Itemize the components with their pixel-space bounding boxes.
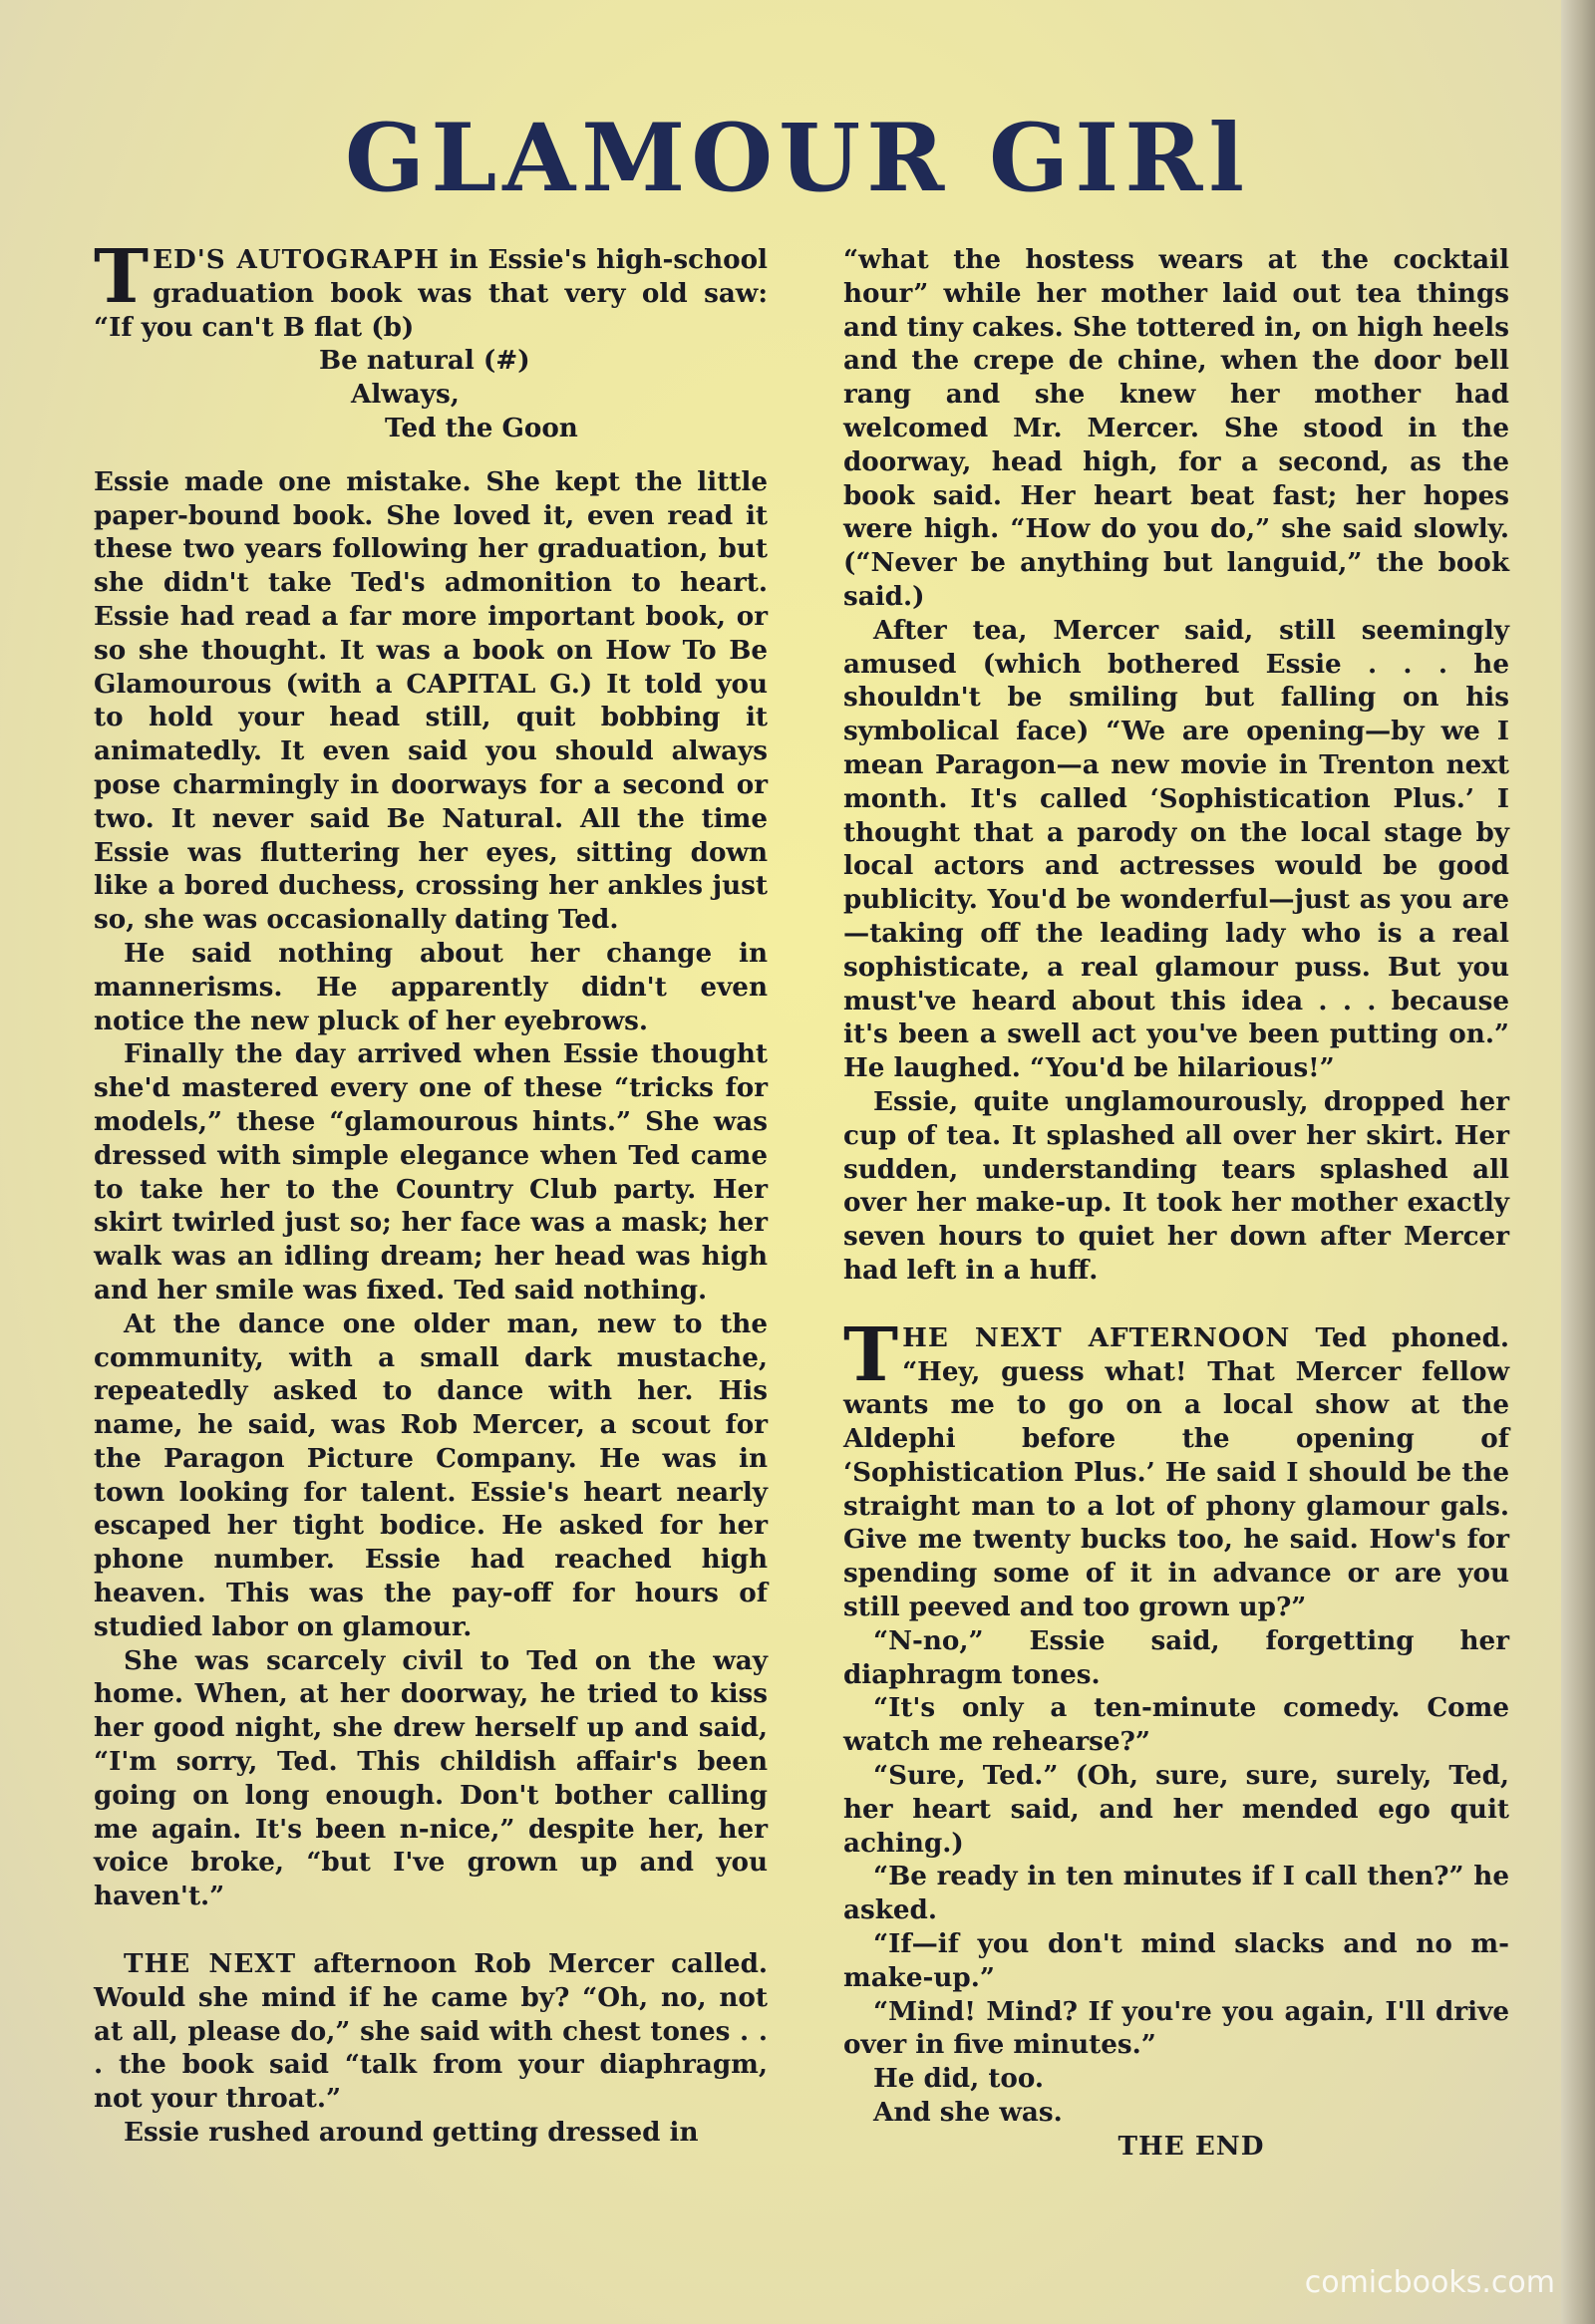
section-paragraph bbox=[843, 1311, 1510, 1624]
section-lead-caps: THE NEXT bbox=[124, 1948, 297, 1980]
verse-line: Ted the Goon bbox=[385, 412, 578, 443]
verse-line: Be natural (#) bbox=[319, 345, 530, 377]
paragraph: She was scarcely civil to Ted on the way home. When, at her doorway, he tried to kiss her good night, she drew herself up and said, “I'm sorry, Ted. This childish affair's been going on long enough. Don't bother calling me again. It's been n-nice,” despite her, her voice broke, “but I've grown up and you haven't.” bbox=[94, 1644, 768, 1912]
opening-paragraph bbox=[94, 234, 768, 344]
site-watermark: comicbooks.com bbox=[1304, 2265, 1555, 2300]
section-paragraph bbox=[94, 1947, 768, 2116]
section-text: afternoon Rob Mercer called. Would she mind if he came by? “Oh, no, not at all, please do,” she said with chest tones . . . the book said “talk from your diaphragm, not your throat.” bbox=[94, 1948, 769, 2115]
paragraph: “Sure, Ted.” (Oh, sure, sure, surely, Ted, her heart said, and her mended ego quit aching.) bbox=[843, 1760, 1509, 1859]
the-end: THE END bbox=[1117, 2130, 1265, 2162]
paragraph: Essie, quite unglamourously, dropped her cup of tea. It splashed all over her skirt. Her sudden, understanding tears splashed all over her make-up. It took her mother exactly seven hours to quiet her down after Mercer had left in a huff. bbox=[843, 1085, 1509, 1286]
lead-in-caps: ED'S AUTOGRAPH bbox=[153, 244, 440, 275]
paragraph: “Mind! Mind? If you're you again, I'll drive over in five minutes.” bbox=[843, 1995, 1509, 2061]
paragraph: He did, too. bbox=[873, 2063, 1045, 2095]
paragraph: “If—if you don't mind slacks and no m-make-up.” bbox=[843, 1928, 1509, 1993]
paragraph: “N-no,” Essie said, forgetting her diaphragm tones. bbox=[843, 1624, 1509, 1690]
paragraph: At the dance one older man, new to the community, with a small dark mustache, repeatedly asked to dance with her. His name, he said, was Rob Mercer, a scout for the Paragon Picture Company. He was in town looking for talent. Essie's heart nearly escaped her tight bodice. He asked for her phone number. Essie had reached high heaven. This was the pay-off for hours of studied labor on glamour. bbox=[94, 1307, 768, 1642]
verse-line: Always, bbox=[351, 379, 460, 411]
paragraph: “Be ready in ten minutes if I call then?” he asked. bbox=[843, 1861, 1509, 1926]
paragraph: After tea, Mercer said, still seemingly amused (which bothered Essie . . . he shouldn't be smiling but falling on his symbolical face) “We are opening—by we I mean Paragon—a new movie in Trenton next month. It's called ‘Sophistication Plus.’ I thought that a parody on the local stage by local actors and actresses would be good publicity. You'd be wonderful—just as you are—taking off the leading lady who is a real sophisticate, a real glamour puss. But you must've heard about this idea . . . because it's been a swell act you've been putting on.” He laughed. “You'd be hilarious!” bbox=[843, 614, 1509, 1084]
story-title: GLAMOUR GIRl bbox=[344, 104, 1251, 213]
paragraph: “It's only a ten-minute comedy. Come watch me rehearse?” bbox=[843, 1692, 1509, 1758]
drop-cap: T bbox=[843, 1311, 899, 1398]
drop-cap: T bbox=[94, 234, 150, 320]
section-text: Ted phoned. “Hey, guess what! That Mercer fellow wants me to go on a local show at the Aldephi before the opening of ‘Sophistication Plus.’ He said I should be the straight man to a lot of phony glamour gals. Give me twenty bucks too, he said. How's for spending some of it in advance or are you still peeved and too grown up?” bbox=[843, 1321, 1510, 1623]
paragraph: He said nothing about her change in mannerisms. He apparently didn't even notice the new pluck of her eyebrows. bbox=[94, 937, 768, 1036]
paragraph: And she was. bbox=[873, 2097, 1063, 2129]
left-column bbox=[94, 234, 769, 2150]
paragraph: Finally the day arrived when Essie thought she'd mastered every one of these “tricks for models,” these “glamourous hints.” She was dressed with simple elegance when Ted came to take her to the Country Club party. Her skirt twirled just so; her face was a mask; her walk was an idling dream; her head was high and her smile was fixed. Ted said nothing. bbox=[94, 1038, 768, 1306]
paragraph: Essie rushed around getting dressed in bbox=[124, 2117, 699, 2149]
right-column bbox=[843, 243, 1509, 2164]
paragraph: Essie made one mistake. She kept the little paper-bound book. She loved it, even read it these two years following her graduation, but she didn't take Ted's admonition to heart. Essie had read a far more important book, or so she thought. It was a book on How To Be Glamourous (with a CAPITAL G.) It told you to hold your head still, quit bobbing it animatedly. It even said you should always pose charmingly in doorways for a second or two. It never said Be Natural. All the time Essie was fluttering her eyes, sitting down like a bored duchess, crossing her ankles just so, she was occasionally dating Ted. bbox=[94, 465, 768, 936]
paragraph: “what the hostess wears at the cocktail hour” while her mother laid out tea things and tiny cakes. She tottered in, on high heels and the crepe de chine, when the door bell rang and she knew her mother had welcomed Mr. Mercer. She stood in the doorway, head high, for a second, as the book said. Her heart beat fast; her hopes were high. “How do you do,” she said slowly. (“Never be anything but languid,” the book said.) bbox=[843, 244, 1509, 612]
opening-text: in Essie's high-school graduation book was that very old saw: “If you can't B flat (b) bbox=[94, 244, 768, 343]
section-lead-caps: HE NEXT AFTERNOON bbox=[902, 1321, 1291, 1353]
page-edge bbox=[1561, 0, 1595, 2324]
